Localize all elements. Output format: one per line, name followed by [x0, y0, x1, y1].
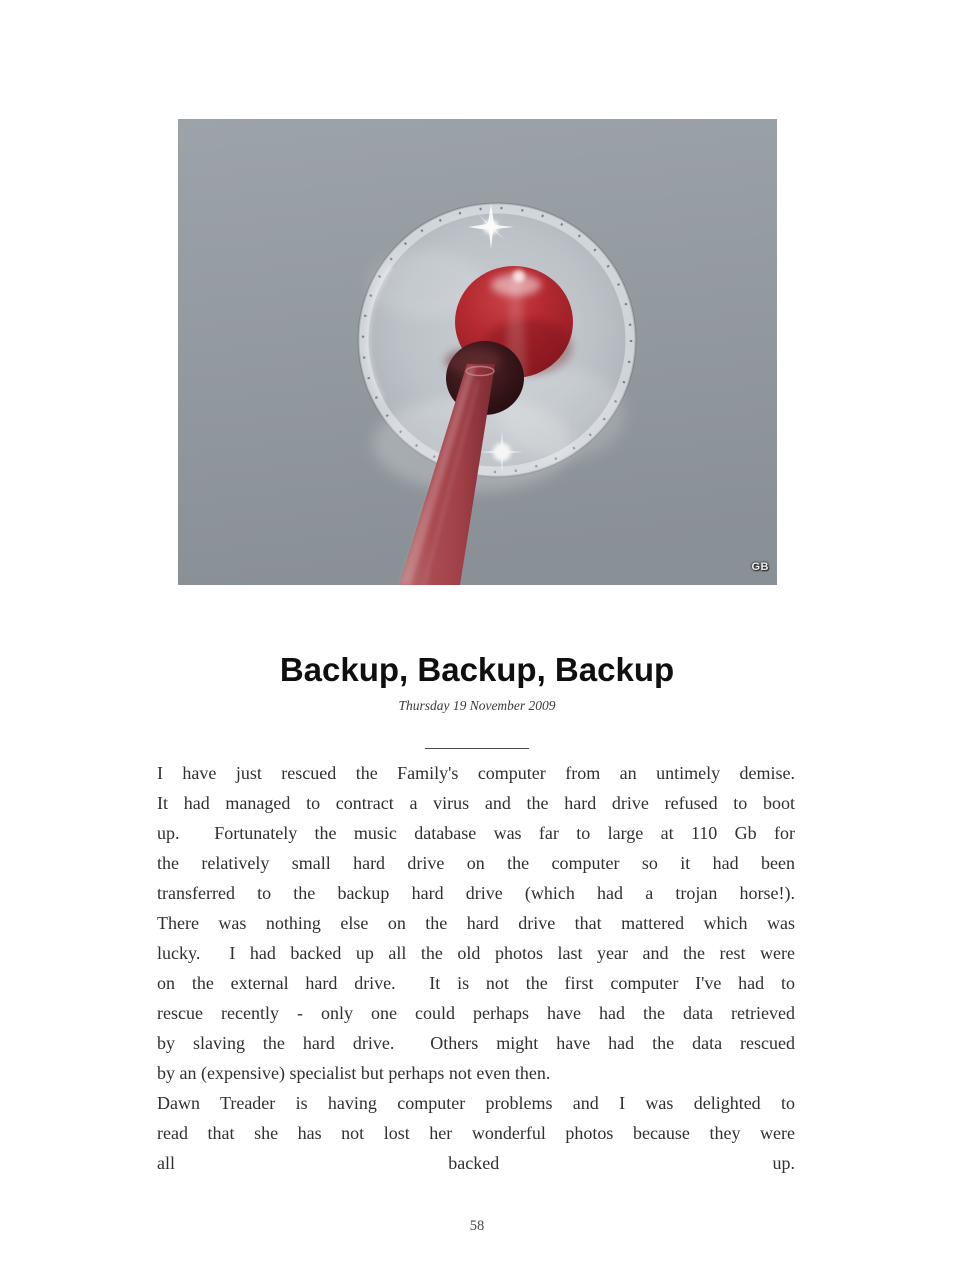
body-text-line: on the external hard drive. It is not the first computer I've had to — [157, 973, 795, 993]
article-date: Thursday 19 November 2009 — [398, 698, 556, 713]
body-text-line: read that she has not lost her wonderful photos because they were — [157, 1123, 795, 1143]
body-text-line: There was nothing else on the hard drive that mattered which was — [157, 913, 795, 933]
body-text-line: lucky. I had backed up all the old photos last year and the rest were — [157, 943, 795, 963]
body-text-line: Dawn Treader is having computer problems and I was delighted to — [157, 1093, 795, 1113]
body-text-line: by slaving the hard drive. Others might have had the data rescued — [157, 1033, 795, 1053]
body-text-line: up. Fortunately the music database was far to large at 110 Gb for — [157, 823, 795, 843]
lamp-photo-illustration — [178, 119, 777, 585]
body-text-line: all backed up. — [157, 1153, 795, 1173]
body-text-line: by an (expensive) specialist but perhaps not even then. — [157, 1063, 551, 1083]
body-text-line: the relatively small hard drive on the computer so it had been — [157, 853, 795, 873]
article-body — [157, 758, 795, 1178]
article-title: Backup, Backup, Backup — [279, 651, 675, 688]
page-number: 58 — [469, 1218, 485, 1234]
photo-watermark: GB — [751, 561, 769, 573]
body-text-line: It had managed to contract a virus and the hard drive refused to boot — [157, 793, 795, 813]
lamp-photo — [178, 119, 777, 585]
body-text-line: transferred to the backup hard drive (which had a trojan horse!). — [157, 883, 795, 903]
section-divider: _____________ — [425, 734, 529, 751]
body-text-line: rescue recently - only one could perhaps have had the data retrieved — [157, 1003, 795, 1023]
body-text-line: I have just rescued the Family's computer from an untimely demise. — [157, 763, 795, 783]
